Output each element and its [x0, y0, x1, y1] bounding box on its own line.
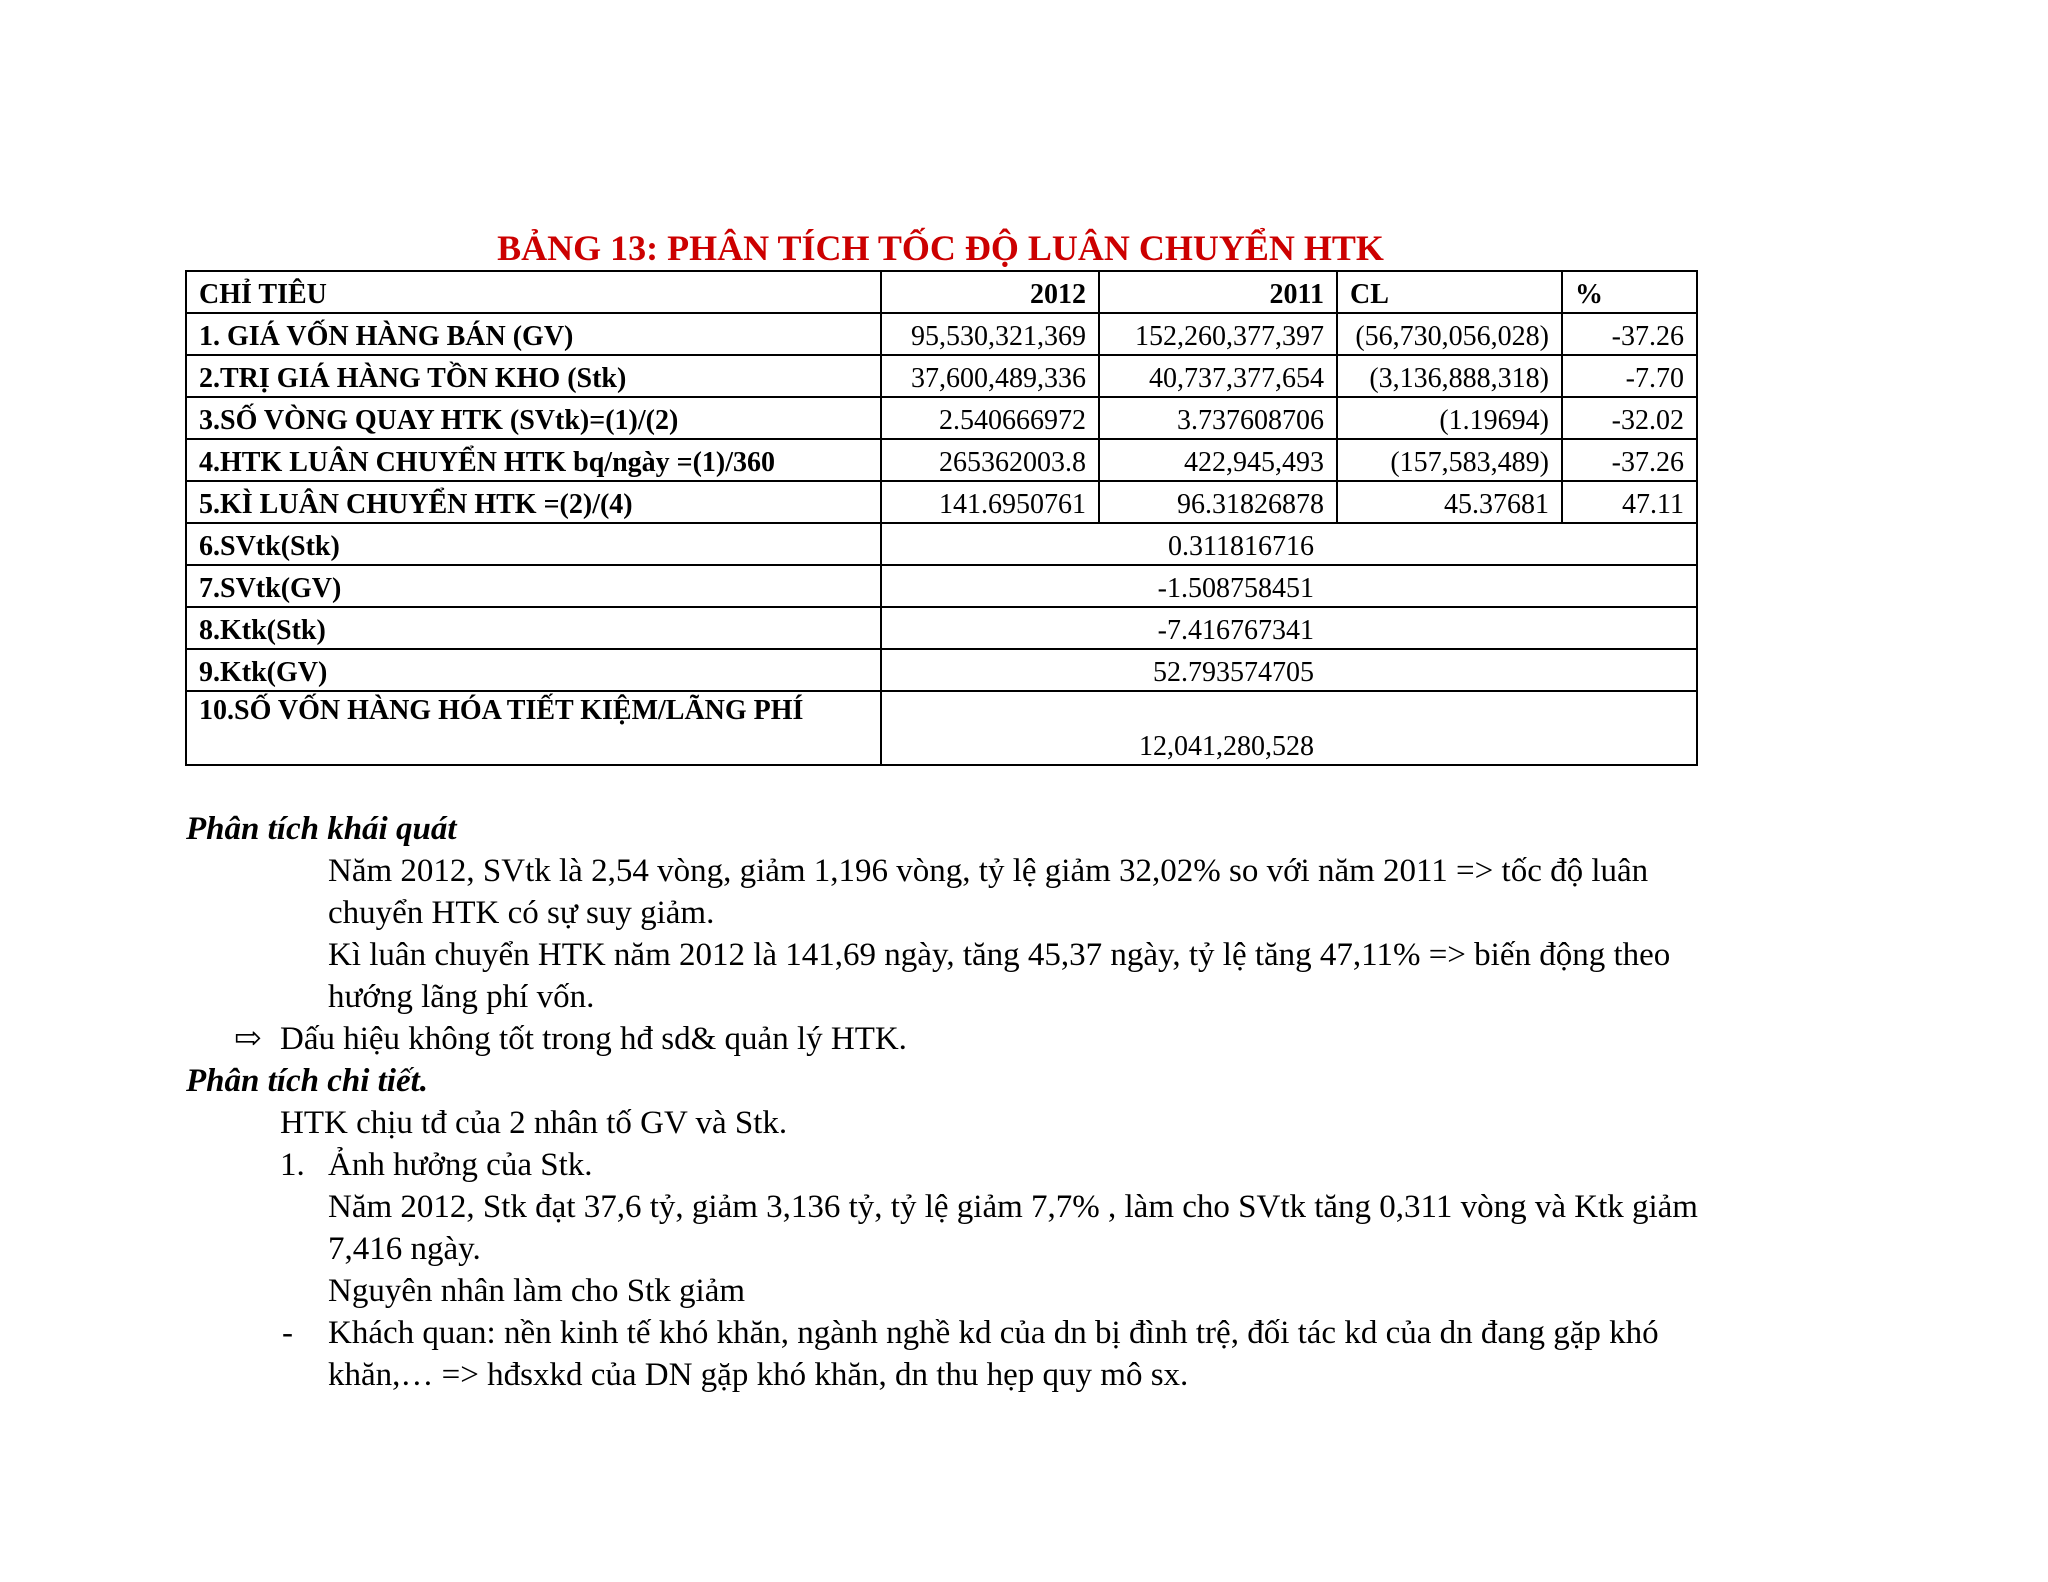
header-cell: %: [1562, 271, 1697, 313]
row-label: 6.SVtk(Stk): [186, 523, 881, 565]
header-cell: CHỈ TIÊU: [186, 271, 881, 313]
row-label: 10.SỐ VỐN HÀNG HÓA TIẾT KIỆM/LÃNG PHÍ: [186, 691, 881, 765]
conclusion-line: [234, 1018, 907, 1060]
section-heading-overview: Phân tích khái quát: [186, 811, 457, 847]
cell-2011: 152,260,377,397: [1099, 313, 1337, 355]
table-row: [186, 523, 1697, 565]
cell-2012: 265362003.8: [881, 439, 1099, 481]
row-label: 3.SỐ VÒNG QUAY HTK (SVtk)=(1)/(2): [186, 397, 881, 439]
row-label: 9.Ktk(GV): [186, 649, 881, 691]
header-cell: 2011: [1099, 271, 1337, 313]
table-title: BẢNG 13: PHÂN TÍCH TỐC ĐỘ LUÂN CHUYỂN HTK: [497, 228, 1384, 268]
cell-2011: 96.31826878: [1099, 481, 1337, 523]
merged-value-cell: 0.311816716: [881, 523, 1697, 565]
paragraph-line: Năm 2012, Stk đạt 37,6 tỷ, giảm 3,136 tỷ, tỷ lệ giảm 7,7% , làm cho SVtk tăng 0,311 vòng và Ktk giảm: [328, 1189, 1698, 1225]
table-row: [186, 439, 1697, 481]
cell-cl: (56,730,056,028): [1337, 313, 1562, 355]
merged-value-cell: 12,041,280,528: [881, 691, 1697, 765]
paragraph-line: Nguyên nhân làm cho Stk giảm: [328, 1273, 746, 1309]
cell-percent: 47.11: [1562, 481, 1697, 523]
header-cell: CL: [1337, 271, 1562, 313]
table-row: [186, 355, 1697, 397]
cell-2011: 3.737608706: [1099, 397, 1337, 439]
inventory-turnover-table: [185, 270, 1698, 766]
cell-cl: (3,136,888,318): [1337, 355, 1562, 397]
row-label: 7.SVtk(GV): [186, 565, 881, 607]
cell-cl: 45.37681: [1337, 481, 1562, 523]
row-label: 5.KÌ LUÂN CHUYỂN HTK =(2)/(4): [186, 481, 881, 523]
merged-value-cell: -1.508758451: [881, 565, 1697, 607]
cell-percent: -37.26: [1562, 439, 1697, 481]
list-item: Ảnh hưởng của Stk.: [328, 1147, 593, 1183]
table-row: [186, 313, 1697, 355]
cell-2012: 141.6950761: [881, 481, 1099, 523]
cell-2012: 37,600,489,336: [881, 355, 1099, 397]
merged-value-cell: 52.793574705: [881, 649, 1697, 691]
paragraph-line: Năm 2012, SVtk là 2,54 vòng, giảm 1,196 vòng, tỷ lệ giảm 32,02% so với năm 2011 => tốc độ luân: [328, 853, 1649, 889]
table-header-row: [186, 271, 1697, 313]
list-item-number: 1.: [280, 1147, 305, 1183]
table-row: [186, 481, 1697, 523]
table-row: [186, 607, 1697, 649]
cell-cl: (157,583,489): [1337, 439, 1562, 481]
cell-percent: -32.02: [1562, 397, 1697, 439]
list-bullet-dash: -: [282, 1315, 293, 1351]
cell-cl: (1.19694): [1337, 397, 1562, 439]
paragraph-line: Khách quan: nền kinh tế khó khăn, ngành nghề kd của dn bị đình trệ, đối tác kd của dn đang gặp khó: [328, 1315, 1659, 1351]
header-cell: 2012: [881, 271, 1099, 313]
merged-value-cell: -7.416767341: [881, 607, 1697, 649]
table-row: [186, 691, 1697, 765]
table-row: [186, 565, 1697, 607]
paragraph-line: Kì luân chuyển HTK năm 2012 là 141,69 ngày, tăng 45,37 ngày, tỷ lệ tăng 47,11% => biến động theo: [328, 937, 1671, 973]
cell-percent: -37.26: [1562, 313, 1697, 355]
paragraph-line: chuyển HTK có sự suy giảm.: [328, 895, 715, 931]
paragraph-line: khăn,… => hđsxkd của DN gặp khó khăn, dn thu hẹp quy mô sx.: [328, 1357, 1189, 1393]
cell-2012: 2.540666972: [881, 397, 1099, 439]
cell-percent: -7.70: [1562, 355, 1697, 397]
arrow-right-icon: ⇨: [234, 1021, 262, 1057]
row-label: 2.TRỊ GIÁ HÀNG TỒN KHO (Stk): [186, 355, 881, 397]
row-label: 1. GIÁ VỐN HÀNG BÁN (GV): [186, 313, 881, 355]
cell-2012: 95,530,321,369: [881, 313, 1099, 355]
cell-2011: 40,737,377,654: [1099, 355, 1337, 397]
table-row: [186, 397, 1697, 439]
conclusion-text: Dấu hiệu không tốt trong hđ sd& quản lý HTK.: [280, 1021, 907, 1057]
paragraph-line: hướng lãng phí vốn.: [328, 979, 595, 1015]
row-label: 4.HTK LUÂN CHUYỂN HTK bq/ngày =(1)/360: [186, 439, 881, 481]
section-heading-detail: Phân tích chi tiết.: [186, 1063, 429, 1099]
cell-2011: 422,945,493: [1099, 439, 1337, 481]
table-row: [186, 649, 1697, 691]
paragraph-line: 7,416 ngày.: [328, 1231, 481, 1267]
row-label: 8.Ktk(Stk): [186, 607, 881, 649]
paragraph-line: HTK chịu tđ của 2 nhân tố GV và Stk.: [280, 1105, 788, 1141]
